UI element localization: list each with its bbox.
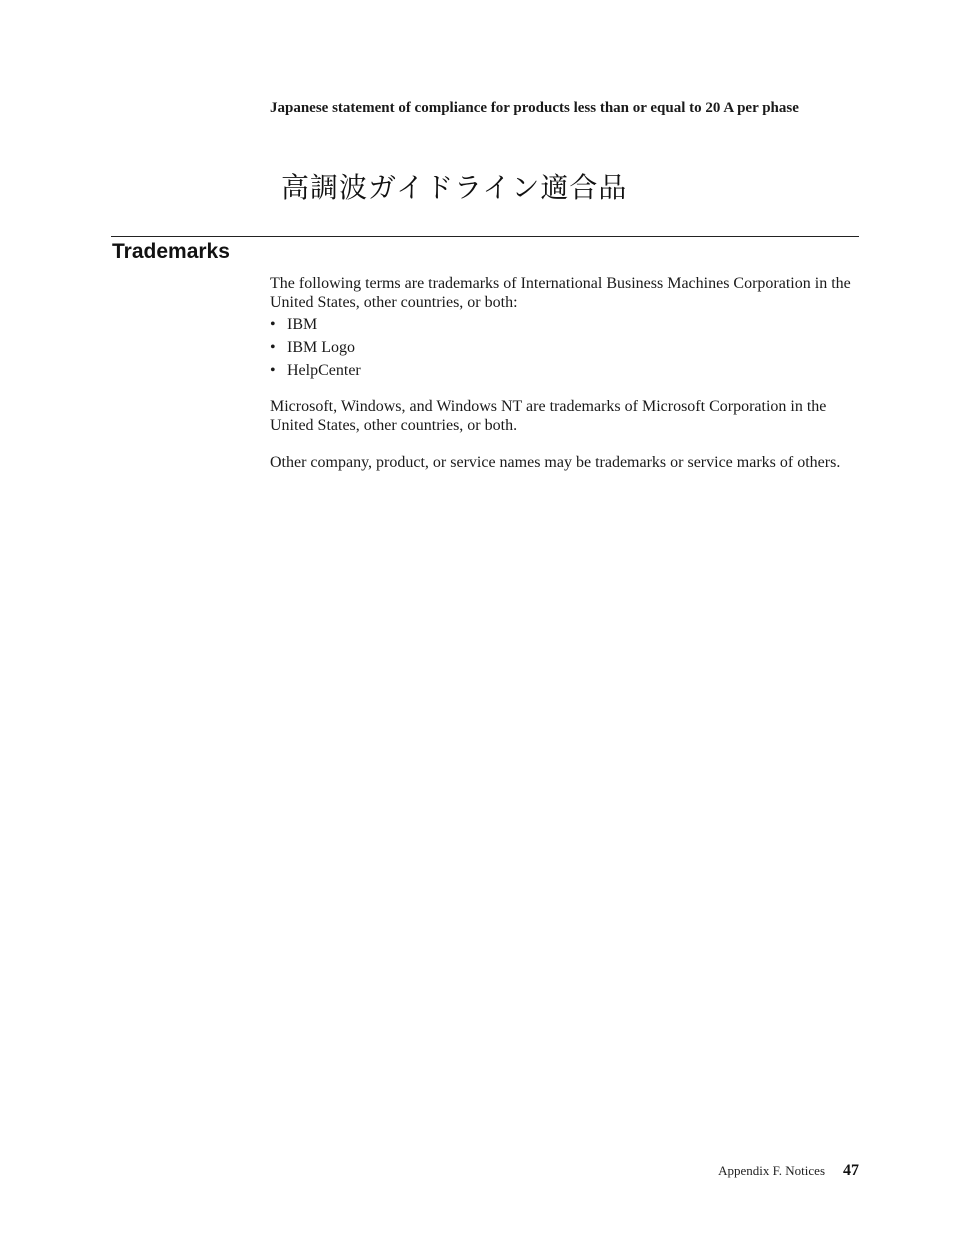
footer-section-label: Appendix F. Notices [718, 1163, 825, 1178]
list-item [270, 316, 860, 334]
compliance-heading: Japanese statement of compliance for products less than or equal to 20 A per phase [270, 100, 799, 116]
bullet-icon: • [270, 362, 276, 379]
microsoft-trademark-notice: Microsoft, Windows, and Windows NT are trademarks of Microsoft Corporation in the United States, other countries, or both. [270, 398, 827, 434]
other-trademarks-notice: Other company, product, or service names may be trademarks or service marks of others. [270, 454, 841, 471]
list-item [270, 362, 860, 380]
trademarks-body [270, 274, 860, 472]
list-item [270, 339, 860, 357]
section-divider [111, 236, 859, 237]
page-footer [718, 1162, 859, 1180]
trademarks-intro: The following terms are trademarks of International Business Machines Corporation in the United States, other countries, or both: [270, 275, 851, 311]
bullet-icon: • [270, 339, 276, 356]
section-title-trademarks: Trademarks [112, 240, 230, 263]
trademark-term: HelpCenter [287, 362, 361, 379]
trademark-term: IBM Logo [287, 339, 355, 356]
page-number: 47 [843, 1162, 859, 1179]
japanese-compliance-mark: 高調波ガイドライン適合品 [281, 171, 628, 204]
trademark-list [270, 316, 860, 380]
bullet-icon: • [270, 316, 276, 333]
trademark-term: IBM [287, 316, 318, 333]
